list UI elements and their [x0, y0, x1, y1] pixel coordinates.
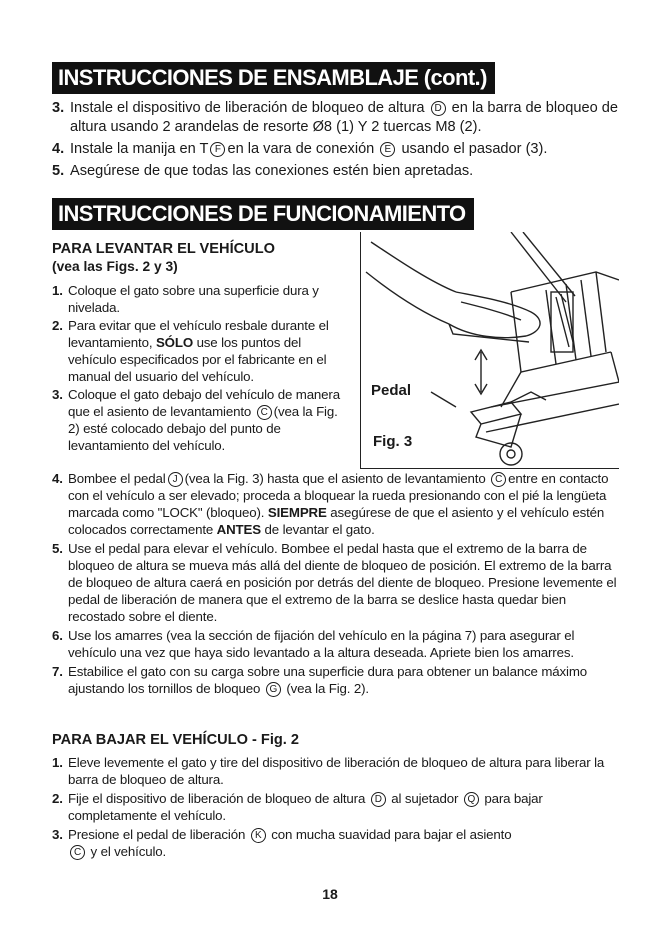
lower-step-2: 2. Fije el dispositivo de liberación de bloqueo de altura D al sujetador Q para bajar completamente el vehículo.: [52, 791, 543, 823]
assembly-step-4: 4. Instale la manija en T F en la vara de conexión E usando el pasador (3).: [52, 141, 548, 157]
callout-d: D: [431, 101, 446, 116]
callout-d: D: [371, 792, 386, 807]
lift-subtitle: (vea las Figs. 2 y 3): [52, 259, 178, 274]
lift-step-4: 4. Bombee el pedal J (vea la Fig. 3) hasta que el asiento de levantamiento C entre en contacto con el vehículo a ser elevado; proceda a bloquear la rueda presionando con el pié la lengüeta marcada como "LOCK" (bloqueo). SIEMPRE asegúrese de que el asiento y el vehículo estén colocados correctamente ANTES de levantar el gato.: [52, 471, 609, 537]
callout-g: G: [266, 682, 281, 697]
lower-title: PARA BAJAR EL VEHÍCULO - Fig. 2: [52, 732, 300, 748]
lift-steps-column: [52, 282, 352, 455]
callout-q: Q: [464, 792, 479, 807]
figure-label: Fig. 3: [373, 433, 413, 450]
callout-c: C: [257, 405, 272, 420]
callout-e: E: [380, 142, 395, 157]
lower-step-1: 1. Eleve levemente el gato y tire del dispositivo de liberación de bloqueo de altura para liberar la barra de bloqueo de altura.: [52, 755, 605, 787]
figure-3-jack-pedal: [360, 232, 619, 469]
pedal-label: Pedal: [371, 382, 412, 399]
lift-step-6: 6. Use los amarres (vea la sección de fijación del vehículo en la página 7) para asegurar el vehículo una vez que haya sido levantado a la altura deseada. Apriete bien los amarres.: [52, 628, 575, 660]
callout-k: K: [251, 828, 266, 843]
lift-title: PARA LEVANTAR EL VEHÍCULO: [52, 241, 275, 257]
operation-heading: INSTRUCCIONES DE FUNCIONAMIENTO: [52, 198, 474, 230]
lift-steps-full-width: [52, 470, 624, 699]
assembly-step-5: 5. Asegúrese de que todas las conexiones estén bien apretadas.: [52, 163, 474, 179]
lift-step-7: 7. Estabilice el gato con su carga sobre una superficie dura para obtener un balance máximo ajustando los tornillos de bloqueo G (vea la Fig. 2).: [52, 664, 587, 696]
assembly-step-3: 3. Instale el dispositivo de liberación de bloqueo de altura D en la barra de bloqueo de altura usando 2 arandelas de resorte Ø8 (1) Y 2 tuercas M8 (2).: [52, 100, 619, 135]
lower-step-3: 3. Presione el pedal de liberación K con mucha suavidad para bajar el asiento C y el vehículo.: [52, 827, 512, 859]
lift-section-header: [52, 240, 352, 275]
assembly-steps: [52, 99, 622, 184]
lift-step-5: 5. Use el pedal para elevar el vehículo. Bombee el pedal hasta que el extremo de la barra de bloqueo de altura se mueva más allá del diente de bloqueo de posición. El extremo de la barra de bloqueo de altura caerá en posición por detrás del diente de bloqueo. Presione levemente el pedal de liberación de manera que el extremo de la barra se deslice hasta quedar bien recostado sobre el diente.: [52, 541, 617, 624]
lift-step-2: 2. Para evitar que el vehículo resbale durante el levantamiento, SÓLO use los puntos del vehículo especificados por el fabricante en el manual del usuario del vehículo.: [52, 318, 329, 384]
lift-step-3: 3. Coloque el gato debajo del vehículo de manera que el asiento de levantamiento C (vea la Fig. 2) esté colocado debajo del punto de levantamiento del vehículo.: [52, 387, 340, 453]
assembly-heading: INSTRUCCIONES DE ENSAMBLAJE (cont.): [52, 62, 495, 94]
callout-f: F: [210, 142, 225, 157]
callout-j: J: [168, 472, 183, 487]
callout-c: C: [70, 845, 85, 860]
lower-steps: [52, 754, 624, 862]
callout-c: C: [491, 472, 506, 487]
page-number: 18: [322, 886, 338, 902]
lift-step-1: 1. Coloque el gato sobre una superficie dura y nivelada.: [52, 283, 319, 315]
